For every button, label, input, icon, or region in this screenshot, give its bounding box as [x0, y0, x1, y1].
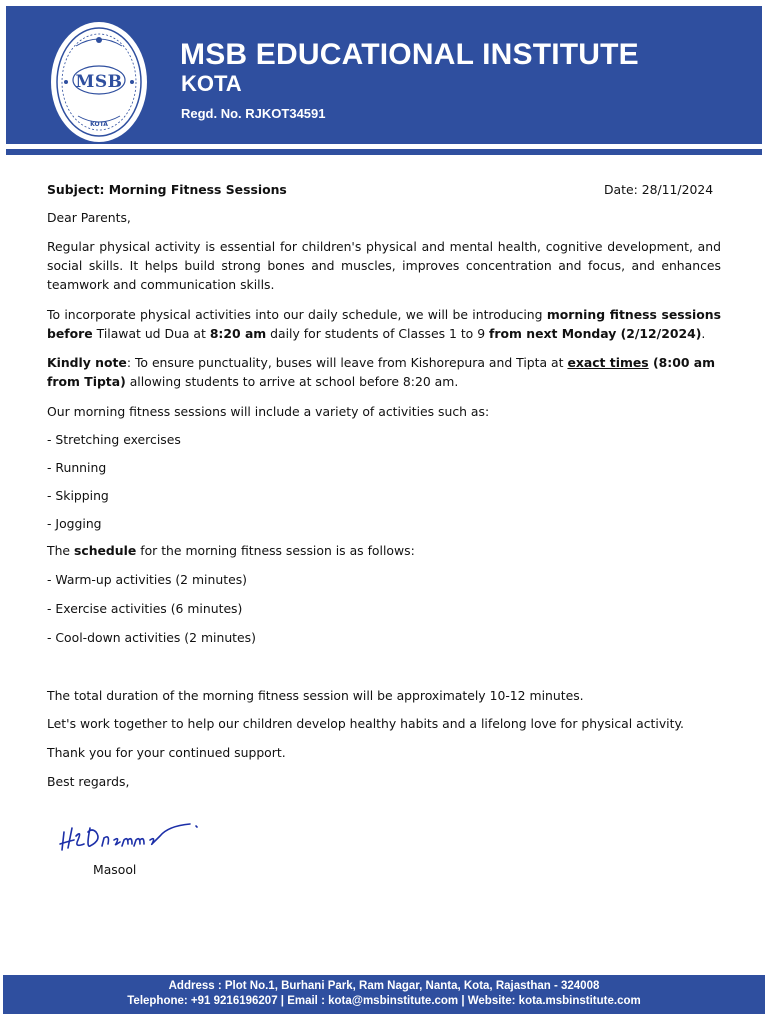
salutation: Dear Parents, [47, 210, 131, 225]
schedule-text-1: The [47, 543, 74, 558]
schedule-bold: schedule [73, 543, 137, 558]
schedule-item: - Warm-up activities (2 minutes) [47, 572, 247, 587]
announcement-bold-time: 8:20 am [209, 326, 267, 341]
letter-subject [47, 180, 287, 199]
note-label: Kindly note [47, 355, 127, 370]
institute-city: KOTA [181, 71, 242, 96]
signer-name: Masool [93, 862, 137, 877]
announcement-text-2: Tilawat ud Dua at [92, 326, 210, 341]
thanks-line: Thank you for your continued support. [47, 745, 286, 760]
announcement-text-3: daily for students of Classes 1 to 9 [266, 326, 490, 341]
subject-text: Subject: Morning Fitness Sessions [47, 182, 287, 197]
announcement-bold-date: from next Monday (2/12/2024) [489, 326, 702, 341]
institute-logo [48, 18, 150, 146]
logo-city: KOTA [90, 121, 108, 128]
note-underlined: exact times [567, 355, 649, 370]
announcement-bold-sessions: morning fitness sessions before [47, 307, 721, 341]
paragraph-bus-note [47, 353, 721, 391]
note-text-2: allowing students to arrive at school before 8:20 am. [125, 374, 459, 389]
announcement-text-4: . [701, 326, 706, 341]
paragraph-intro: Regular physical activity is essential for children's physical and mental health, cognitive development, and social skills. It helps build strong bones and muscles, improves concentration and focus, and enhances teamwork and communication skills. [47, 239, 721, 292]
activity-item: - Skipping [47, 488, 109, 503]
activity-item: - Jogging [47, 516, 102, 531]
schedule-item: - Cool-down activities (2 minutes) [47, 630, 256, 645]
letter-date: Date: 28/11/2024 [604, 182, 714, 197]
note-bold-time: (8:00 am from Tipta) [47, 355, 716, 389]
header-divider [6, 149, 762, 155]
activity-item: - Stretching exercises [47, 432, 181, 447]
signature-icon [56, 818, 201, 856]
registration-number: Regd. No. RJKOT34591 [181, 106, 326, 121]
letterhead-banner [6, 6, 762, 144]
schedule-item: - Exercise activities (6 minutes) [47, 601, 243, 616]
announcement-text-1: To incorporate physical activities into our daily schedule, we will be introducing [47, 307, 547, 322]
footer-banner [3, 975, 765, 1014]
footer-address: Address : Plot No.1, Burhani Park, Ram Nagar, Nanta, Kota, Rajasthan - 324008 [168, 980, 600, 992]
paragraph-announcement [47, 305, 721, 343]
institute-name: MSB EDUCATIONAL INSTITUTE [180, 38, 639, 71]
note-text-1: : To ensure punctuality, buses will leave from Kishorepura and Tipta at [126, 355, 568, 370]
logo-text: MSB [75, 72, 123, 92]
schedule-text-2: for the morning fitness session is as follows: [136, 543, 415, 558]
schedule-intro [47, 541, 415, 560]
duration-note: The total duration of the morning fitness session will be approximately 10-12 minutes. [47, 688, 584, 703]
regards-line: Best regards, [47, 774, 130, 789]
activity-item: - Running [47, 460, 107, 475]
closing-line: Let's work together to help our children develop healthy habits and a lifelong love for physical activity. [47, 716, 684, 731]
footer-contact: Telephone: +91 9216196207 | Email : kota@msbinstitute.com | Website: kota.msbinstitute.com [127, 995, 641, 1007]
activities-intro: Our morning fitness sessions will include a variety of activities such as: [47, 404, 490, 419]
